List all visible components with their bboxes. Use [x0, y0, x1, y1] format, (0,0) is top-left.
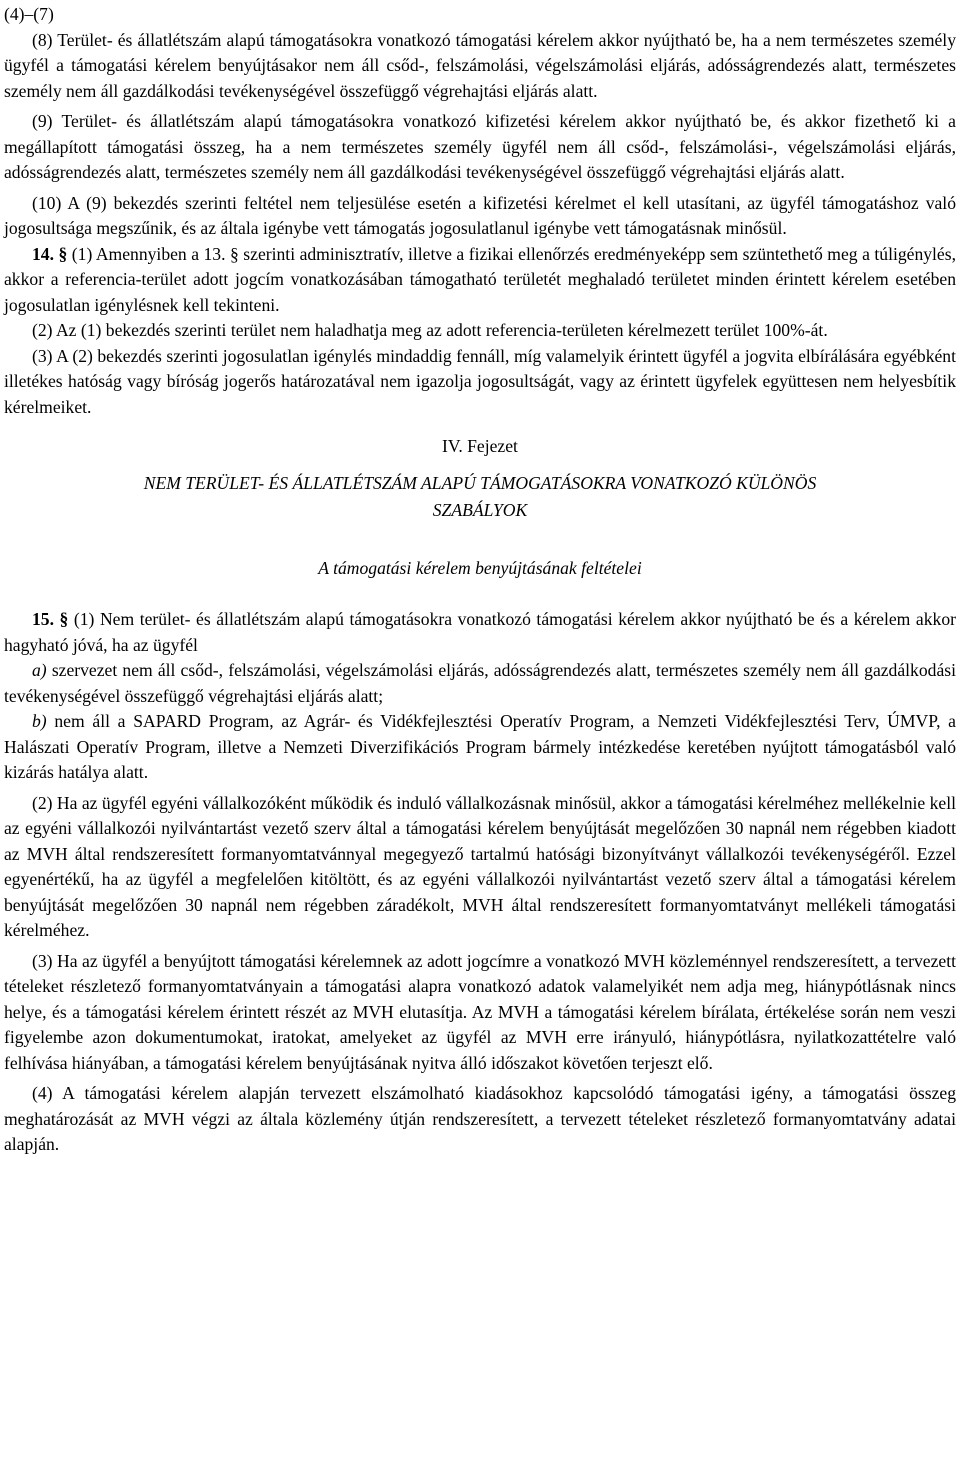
section-15-number: 15. [32, 609, 54, 629]
chapter-heading-line-1: NEM TERÜLET- ÉS ÁLLATLÉTSZÁM ALAPÚ TÁMOGATÁSOKRA VONATKOZÓ KÜLÖNÖS [143, 472, 817, 493]
section-15-paragraph-4: (4) A támogatási kérelem alapján tervezett elszámolható kiadásokhoz kapcsolódó támogatási igény, a támogatási összeg meghatározását az MVH végzi az általa közlemény útján rendszeresített, a tervezett tételeket részletező formanyomtatvány adatai alapján. [4, 1083, 956, 1154]
section-15-point-b [4, 709, 956, 786]
section-14-symbol: § [58, 243, 68, 264]
section-14-paragraph-1 [4, 242, 956, 319]
section-15-text-1: (1) Nem terület- és állatlétszám alapú támogatásokra vonatkozó támogatási kérelem akkor nyújtható be és a kérelem akkor hagyható jóvá, ha az ügyfél [4, 609, 956, 655]
section-14-text-1: (1) Amennyiben a 13. § szerinti adminisztratív, illetve a fizikai ellenőrzés eredményeképp sem szüntethető meg a túligénylés, akkor a referencia-terület adott jogcím vonatkozásában támogatható területét meghaladó területet minden érintett kérelem esetében jogosulatlan igénylésnek kell tekinteni. [4, 243, 956, 315]
section-14-paragraph-3: (3) A (2) bekezdés szerinti jogosulatlan igénylés mindaddig fennáll, míg valamelyik érintett ügyfél a jogvita elbírálására egyébként illetékes hatóság vagy bíróság jogerős határozatával nem igazolja jogosultságát, vagy az érintett ügyfelek együttesen nem helyesbítik kérelmeiket. [4, 345, 956, 417]
section-14-paragraph-2: (2) Az (1) bekezdés szerinti terület nem haladhatja meg az adott referencia-területen kérelmezett terület 100%-át. [32, 320, 828, 340]
paragraph-8: (8) Terület- és állatlétszám alapú támogatásokra vonatkozó támogatási kérelem akkor nyújtható be, ha a nem természetes személy ügyfél a támogatási kérelem benyújtásakor nem áll csőd-, felszámolási, végelszámolási eljárás, adósságrendezés alatt, természetes személy nem áll gazdálkodási tevékenységével összefüggő végrehajtási eljárás alatt. [4, 29, 956, 101]
paragraph-4-7: (4)–(7) [4, 4, 54, 24]
point-b-text: nem áll a SAPARD Program, az Agrár- és Vidékfejlesztési Operatív Program, a Nemzeti Vidékfejlesztési Terv, ÚMVP, a Halászati Operatív Program, illetve a Nemzeti Diverzifikációs Program bármely intézkedése keretében nyújtott támogatásból való kizárás hatálya alatt. [4, 711, 956, 782]
point-a-label: a) [32, 660, 47, 680]
section-14-number: 14. [32, 243, 54, 264]
paragraph-9: (9) Terület- és állatlétszám alapú támogatásokra vonatkozó kifizetési kérelem akkor nyújtható be, és akkor fizethető ki a megállapított támogatási összeg, ha a nem természetes személy ügyfél nem áll csőd-, felszámolási-, végelszámolási eljárás, adósságrendezés alatt, természetes személy nem áll gazdálkodási tevékenységével összefüggő végrehajtási eljárás alatt. [4, 111, 956, 182]
section-15-symbol: § [59, 609, 69, 629]
chapter-heading-line-2: SZABÁLYOK [432, 499, 528, 520]
section-15-paragraph-1 [4, 607, 956, 658]
paragraph-10: (10) A (9) bekezdés szerinti feltétel nem teljesülése esetén a kifizetési kérelmet el kell utasítani, az ügyfél támogatáshoz való jogosultsága megszűnik, és az általa igénybe vett támogatás jogosulatlanul igénybe vett támogatásnak minősül. [4, 192, 956, 238]
section-15-paragraph-3: (3) Ha az ügyfél a benyújtott támogatási kérelemnek az adott jogcímre a vonatkozó MVH közleménnyel rendszeresített, a tervezett tételeket részletező formanyomtatványain a támogatási alapra vonatkozó adatok valamelyikét nem adja meg, hiánypótlásnak nincs helye, és a támogatási kérelem érintett részét az MVH elutasítja. Az MVH a támogatási kérelem bírálata, értékelése során nem veszi figyelembe azon dokumentumokat, iratokat, amelyeket az ügyfél az MVH erre irányuló, hiánypótlásra, nyilatkozattételre való felhívása hiányában, a támogatási kérelem benyújtásának nyitva álló időszakot követően terjeszt elő. [4, 950, 956, 1073]
chapter-title: IV. Fejezet [442, 436, 518, 456]
section-15-paragraph-2: (2) Ha az ügyfél egyéni vállalkozóként működik és induló vállalkozásnak minősül, akkor a támogatási kérelméhez mellékelnie kell az egyéni vállalkozói nyilvántartást vezető szerv által a támogatási kérelem benyújtását megelőzően 30 napnál nem régebben kiadott az MVH által rendszeresített formanyomtatvánnyal megegyező tartalmú hatósági bizonyítványt vállalkozói tevékenységéről. Ezzel egyenértékű, ha az ügyfél a megfelelően kitöltött, és az egyéni vállalkozói nyilvántartást vezető szerv által a támogatási kérelem benyújtását megelőzően 30 napnál nem régebben záradékolt, MVH által rendszeresített formanyomtatványt mellékeli támogatási kérelméhez. [4, 792, 956, 940]
subheading: A támogatási kérelem benyújtásának feltételei [318, 557, 642, 578]
point-b-label: b) [32, 711, 47, 731]
point-a-text: szervezet nem áll csőd-, felszámolási, végelszámolási eljárás, adósságrendezés alatt, természetes személy nem áll gazdálkodási tevékenységével összefüggő végrehajtási eljárás alatt; [4, 660, 956, 706]
section-15-point-a [4, 658, 956, 709]
